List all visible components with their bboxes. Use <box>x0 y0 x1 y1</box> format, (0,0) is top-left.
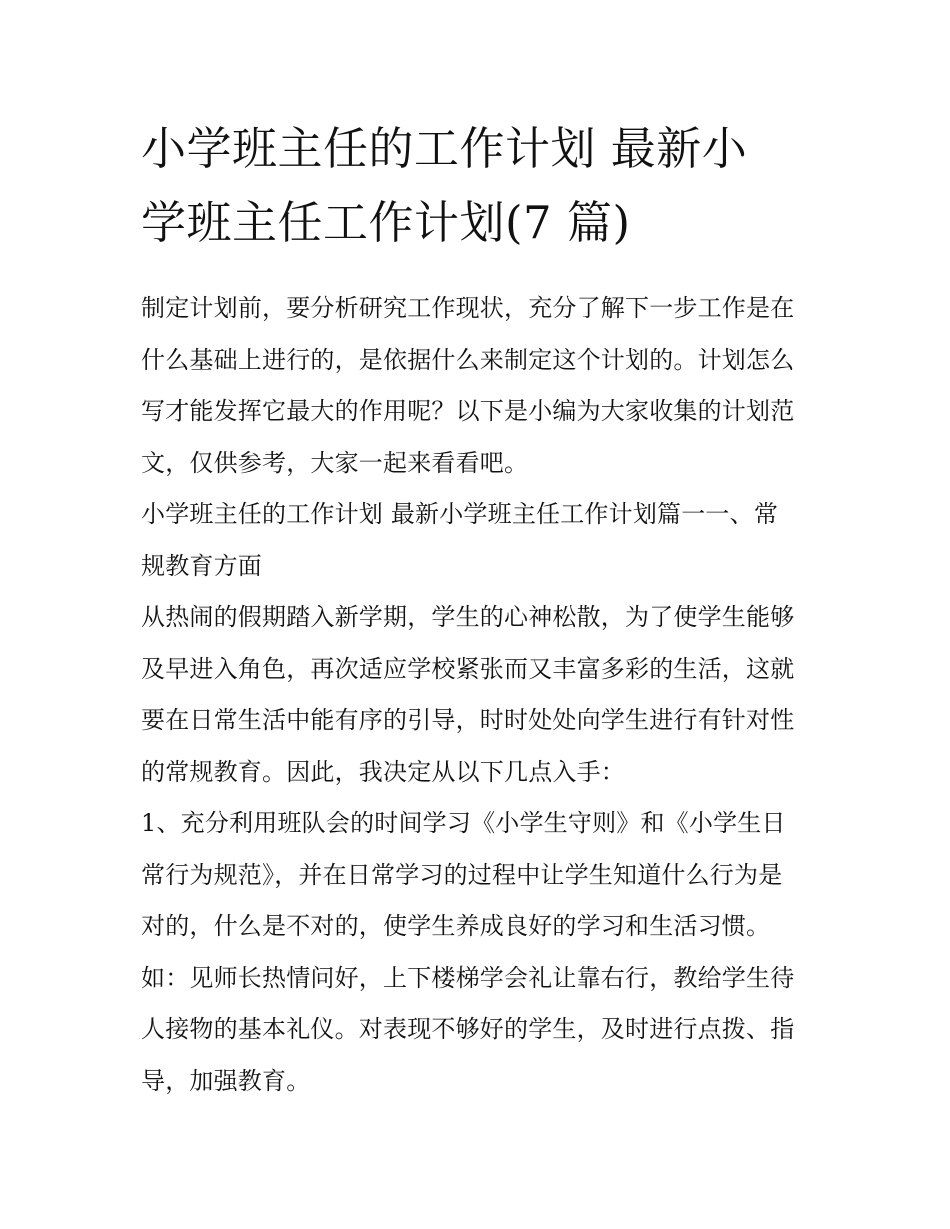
document-body <box>141 283 813 1107</box>
paragraph-line: 小学班主任的工作计划 最新小学班主任工作计划篇一一、常 <box>141 500 779 528</box>
document-content <box>141 112 813 1107</box>
paragraph-line: 常行为规范》，并在日常学习的过程中让学生知道什么行为是 <box>141 860 783 889</box>
title-line-1: 小学班主任的工作计划 最新小 <box>141 122 748 175</box>
paragraph-line: 导，加强教育。 <box>141 1066 311 1095</box>
paragraph-intro <box>141 283 813 489</box>
title-line-2: 学班主任工作计划(7 篇) <box>141 196 631 249</box>
paragraph-line: 人接物的基本礼仪。对表现不够好的学生，及时进行点拨、指 <box>141 1015 795 1043</box>
paragraph-line: 从热闹的假期踏入新学期，学生的心神松散，为了使学生能够 <box>141 603 795 631</box>
paragraph-routine-education <box>141 592 813 798</box>
paragraph-line: 如：见师长热情问好，上下楼梯学会礼让靠右行，教给学生待 <box>141 963 795 992</box>
section-heading-paragraph <box>141 489 813 592</box>
paragraph-line: 及早进入角色，再次适应学校紧张而又丰富多彩的生活，这就 <box>141 654 795 683</box>
paragraph-line: 1、充分利用班队会的时间学习《小学生守则》和《小学生日 <box>141 809 786 837</box>
paragraph-line: 文，仅供参考，大家一起来看看吧。 <box>141 448 529 477</box>
paragraph-item-1 <box>141 798 813 1107</box>
document-title <box>141 112 813 260</box>
paragraph-line: 写才能发挥它最大的作用呢？以下是小编为大家收集的计划范 <box>141 397 795 425</box>
paragraph-line: 制定计划前，要分析研究工作现状，充分了解下一步工作是在 <box>141 294 795 322</box>
paragraph-line: 要在日常生活中能有序的引导，时时处处向学生进行有针对性 <box>141 706 795 734</box>
paragraph-line: 规教育方面 <box>141 551 262 580</box>
paragraph-line: 什么基础上进行的，是依据什么来制定这个计划的。计划怎么 <box>141 345 795 374</box>
paragraph-line: 的常规教育。因此，我决定从以下几点入手： <box>141 757 625 786</box>
paragraph-line: 对的，什么是不对的，使学生养成良好的学习和生活习惯。 <box>141 912 771 940</box>
